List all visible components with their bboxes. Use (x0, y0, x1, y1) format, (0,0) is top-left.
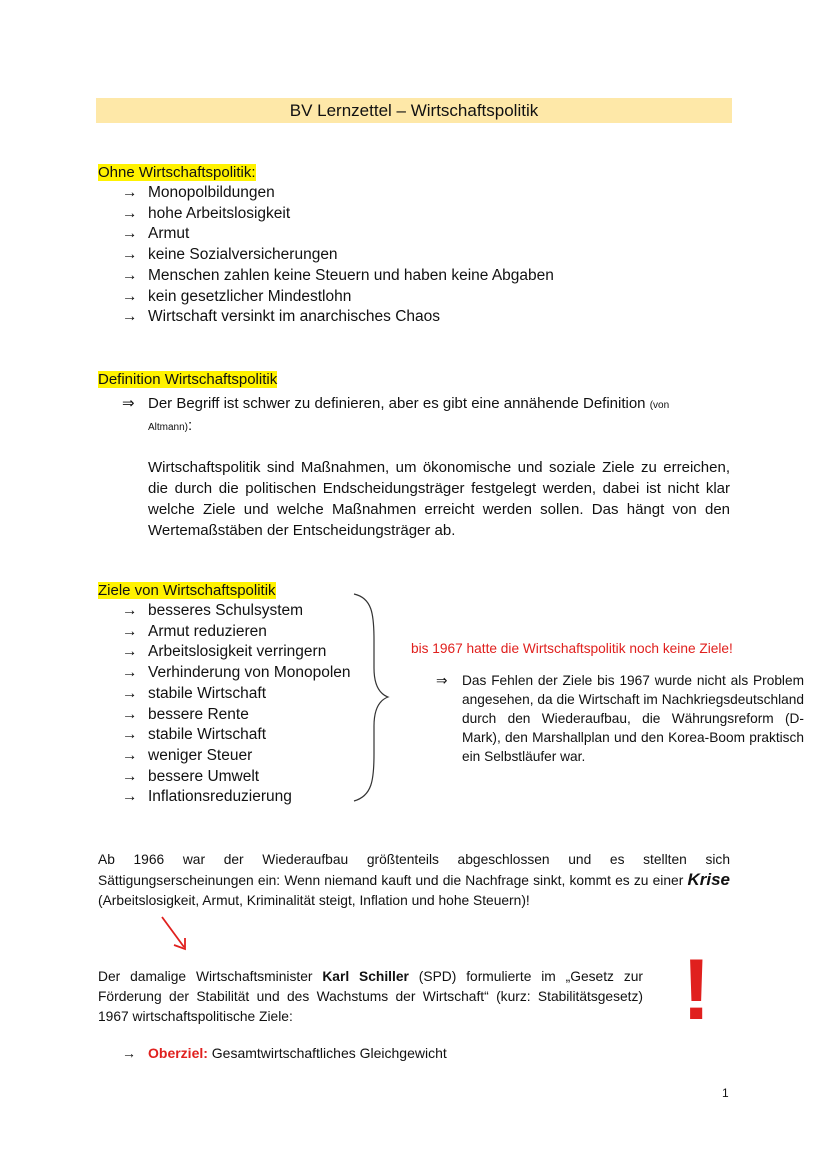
list-ziele (122, 601, 351, 808)
arrow-right-icon: → (122, 705, 138, 723)
arrow-right-icon: → (122, 664, 138, 682)
note-red: bis 1967 hatte die Wirtschaftspolitik noch keine Ziele! (411, 641, 733, 656)
page-title: BV Lernzettel – Wirtschaftspolitik (96, 98, 732, 123)
list-item (122, 663, 351, 684)
list-item (122, 287, 554, 308)
arrow-right-icon: → (122, 287, 138, 305)
list-item-text: bessere Umwelt (148, 767, 260, 785)
list-item (122, 767, 351, 788)
list-item-text: besseres Schulsystem (148, 602, 304, 619)
crisis-text-before: Ab 1966 war der Wiederaufbau größtenteils abgeschlossen und es stellten sich Sättigungserscheinungen ein: Wenn niemand kauft und die Nachfrage sinkt, kommt es zu einer (98, 852, 730, 888)
arrow-right-icon: → (122, 788, 138, 806)
list-item-text: Inflationsreduzierung (148, 788, 292, 806)
red-arrow-icon (158, 914, 192, 954)
list-item (122, 705, 351, 726)
list-item-text: Monopolbildungen (148, 184, 275, 201)
definition-source-2: Altmann) (148, 422, 189, 433)
oberziel-line (122, 1043, 447, 1063)
list-item-text: stabile Wirtschaft (148, 726, 267, 744)
list-item-text: Armut (148, 225, 190, 243)
list-item-text: Wirtschaft versinkt im anarchisches Chaos (148, 308, 441, 326)
list-item (122, 204, 554, 225)
schiller-text-before: Der damalige Wirtschaftsminister (98, 969, 323, 984)
list-item-text: kein gesetzlicher Mindestlohn (148, 287, 352, 305)
list-item (122, 245, 554, 266)
crisis-paragraph (98, 850, 730, 911)
list-item-text: bessere Rente (148, 705, 249, 723)
arrow-right-icon: → (122, 225, 138, 243)
list-item (122, 307, 554, 328)
arrow-right-icon: → (122, 622, 138, 640)
list-item (122, 183, 554, 204)
list-item (122, 266, 554, 287)
list-item-text: Arbeitslosigkeit verringern (148, 643, 327, 661)
arrow-right-icon: → (122, 643, 138, 661)
arrow-right-icon: → (122, 726, 138, 744)
arrow-right-icon: → (122, 246, 138, 264)
page-number: 1 (722, 1086, 729, 1100)
definition-intro-text: Der Begriff ist schwer zu definieren, aber es gibt eine annähende Definition (148, 395, 646, 412)
definition-source-line (148, 417, 192, 435)
list-item (122, 642, 351, 663)
definition-source-1: (von (649, 400, 670, 411)
list-item (122, 684, 351, 705)
definition-paragraph: Wirtschaftspolitik sind Maßnahmen, um ökonomische und soziale Ziele zu erreichen, die durch die politischen Endscheidungsträger festgelegt werden, dabei ist nicht klar welche Ziele und welche Maßnahmen erreicht werden sollen. Das hängt von den Wertemaßstäben der Entscheidungsträger ab. (148, 459, 730, 539)
curly-brace-icon (350, 590, 400, 805)
oberziel-label: Oberziel: (148, 1045, 208, 1061)
list-item (122, 622, 351, 643)
list-item-text: Armut reduzieren (148, 622, 267, 640)
list-item-text: Verhinderung von Monopolen (148, 664, 351, 682)
schiller-text-after: (SPD) formulierte im „Gesetz zur Förderung der Stabilität und des Wachstums der Wirtschaft“ (kurz: Stabilitätsgesetz) 1967 wirtschaftspolitische Ziele: (98, 969, 643, 1024)
list-item (122, 601, 351, 622)
section-ohne-heading (98, 163, 256, 183)
arrow-right-icon: → (122, 767, 138, 785)
list-item-text: keine Sozialversicherungen (148, 246, 338, 264)
double-arrow-icon: ⇒ (122, 395, 135, 412)
list-item-text: Menschen zahlen keine Steuern und haben keine Abgaben (148, 266, 554, 284)
schiller-name: Karl Schiller (322, 969, 409, 984)
arrow-right-icon: → (122, 266, 138, 284)
oberziel-text: Gesamtwirtschaftliches Gleichgewicht (211, 1045, 447, 1061)
arrow-right-icon: → (122, 1045, 136, 1061)
list-item-text: weniger Steuer (148, 746, 253, 764)
section-ohne-heading-text: Ohne Wirtschaftspolitik: (98, 164, 256, 181)
section-definition-heading-text: Definition Wirtschaftspolitik (98, 371, 278, 388)
note-double-arrow-icon: ⇒ (436, 673, 448, 688)
section-ziele-heading-text: Ziele von Wirtschaftspolitik (98, 582, 276, 599)
definition-intro (122, 394, 669, 416)
exclamation-icon: ! (682, 942, 711, 1038)
list-item (122, 725, 351, 746)
note-paragraph: Das Fehlen der Ziele bis 1967 wurde nicht als Problem angesehen, da die Wirtschaft im Nachkriegsdeutschland durch den Wiederaufbau, die Währungsreform (D-Mark), den Marshallplan und den Korea-Boom praktisch ein Selbstläufer war. (462, 673, 804, 764)
section-ziele-heading (98, 581, 276, 601)
arrow-right-icon: → (122, 308, 138, 326)
arrow-right-icon: → (122, 746, 138, 764)
list-item-text: hohe Arbeitslosigkeit (148, 204, 291, 222)
list-item (122, 746, 351, 767)
list-item (122, 787, 351, 808)
section-definition-heading (98, 370, 277, 390)
list-item-text: stabile Wirtschaft (148, 684, 267, 702)
list-ohne-wirtschaftspolitik (122, 183, 554, 328)
arrow-right-icon: → (122, 184, 138, 201)
arrow-right-icon: → (122, 602, 138, 619)
crisis-text-after: (Arbeitslosigkeit, Armut, Kriminalität steigt, Inflation und hohe Steuern)! (98, 893, 530, 908)
list-item (122, 224, 554, 245)
schiller-paragraph (98, 967, 643, 1027)
definition-colon: : (188, 417, 193, 434)
arrow-right-icon: → (122, 684, 138, 702)
crisis-keyword: Krise (687, 870, 730, 889)
arrow-right-icon: → (122, 204, 138, 222)
